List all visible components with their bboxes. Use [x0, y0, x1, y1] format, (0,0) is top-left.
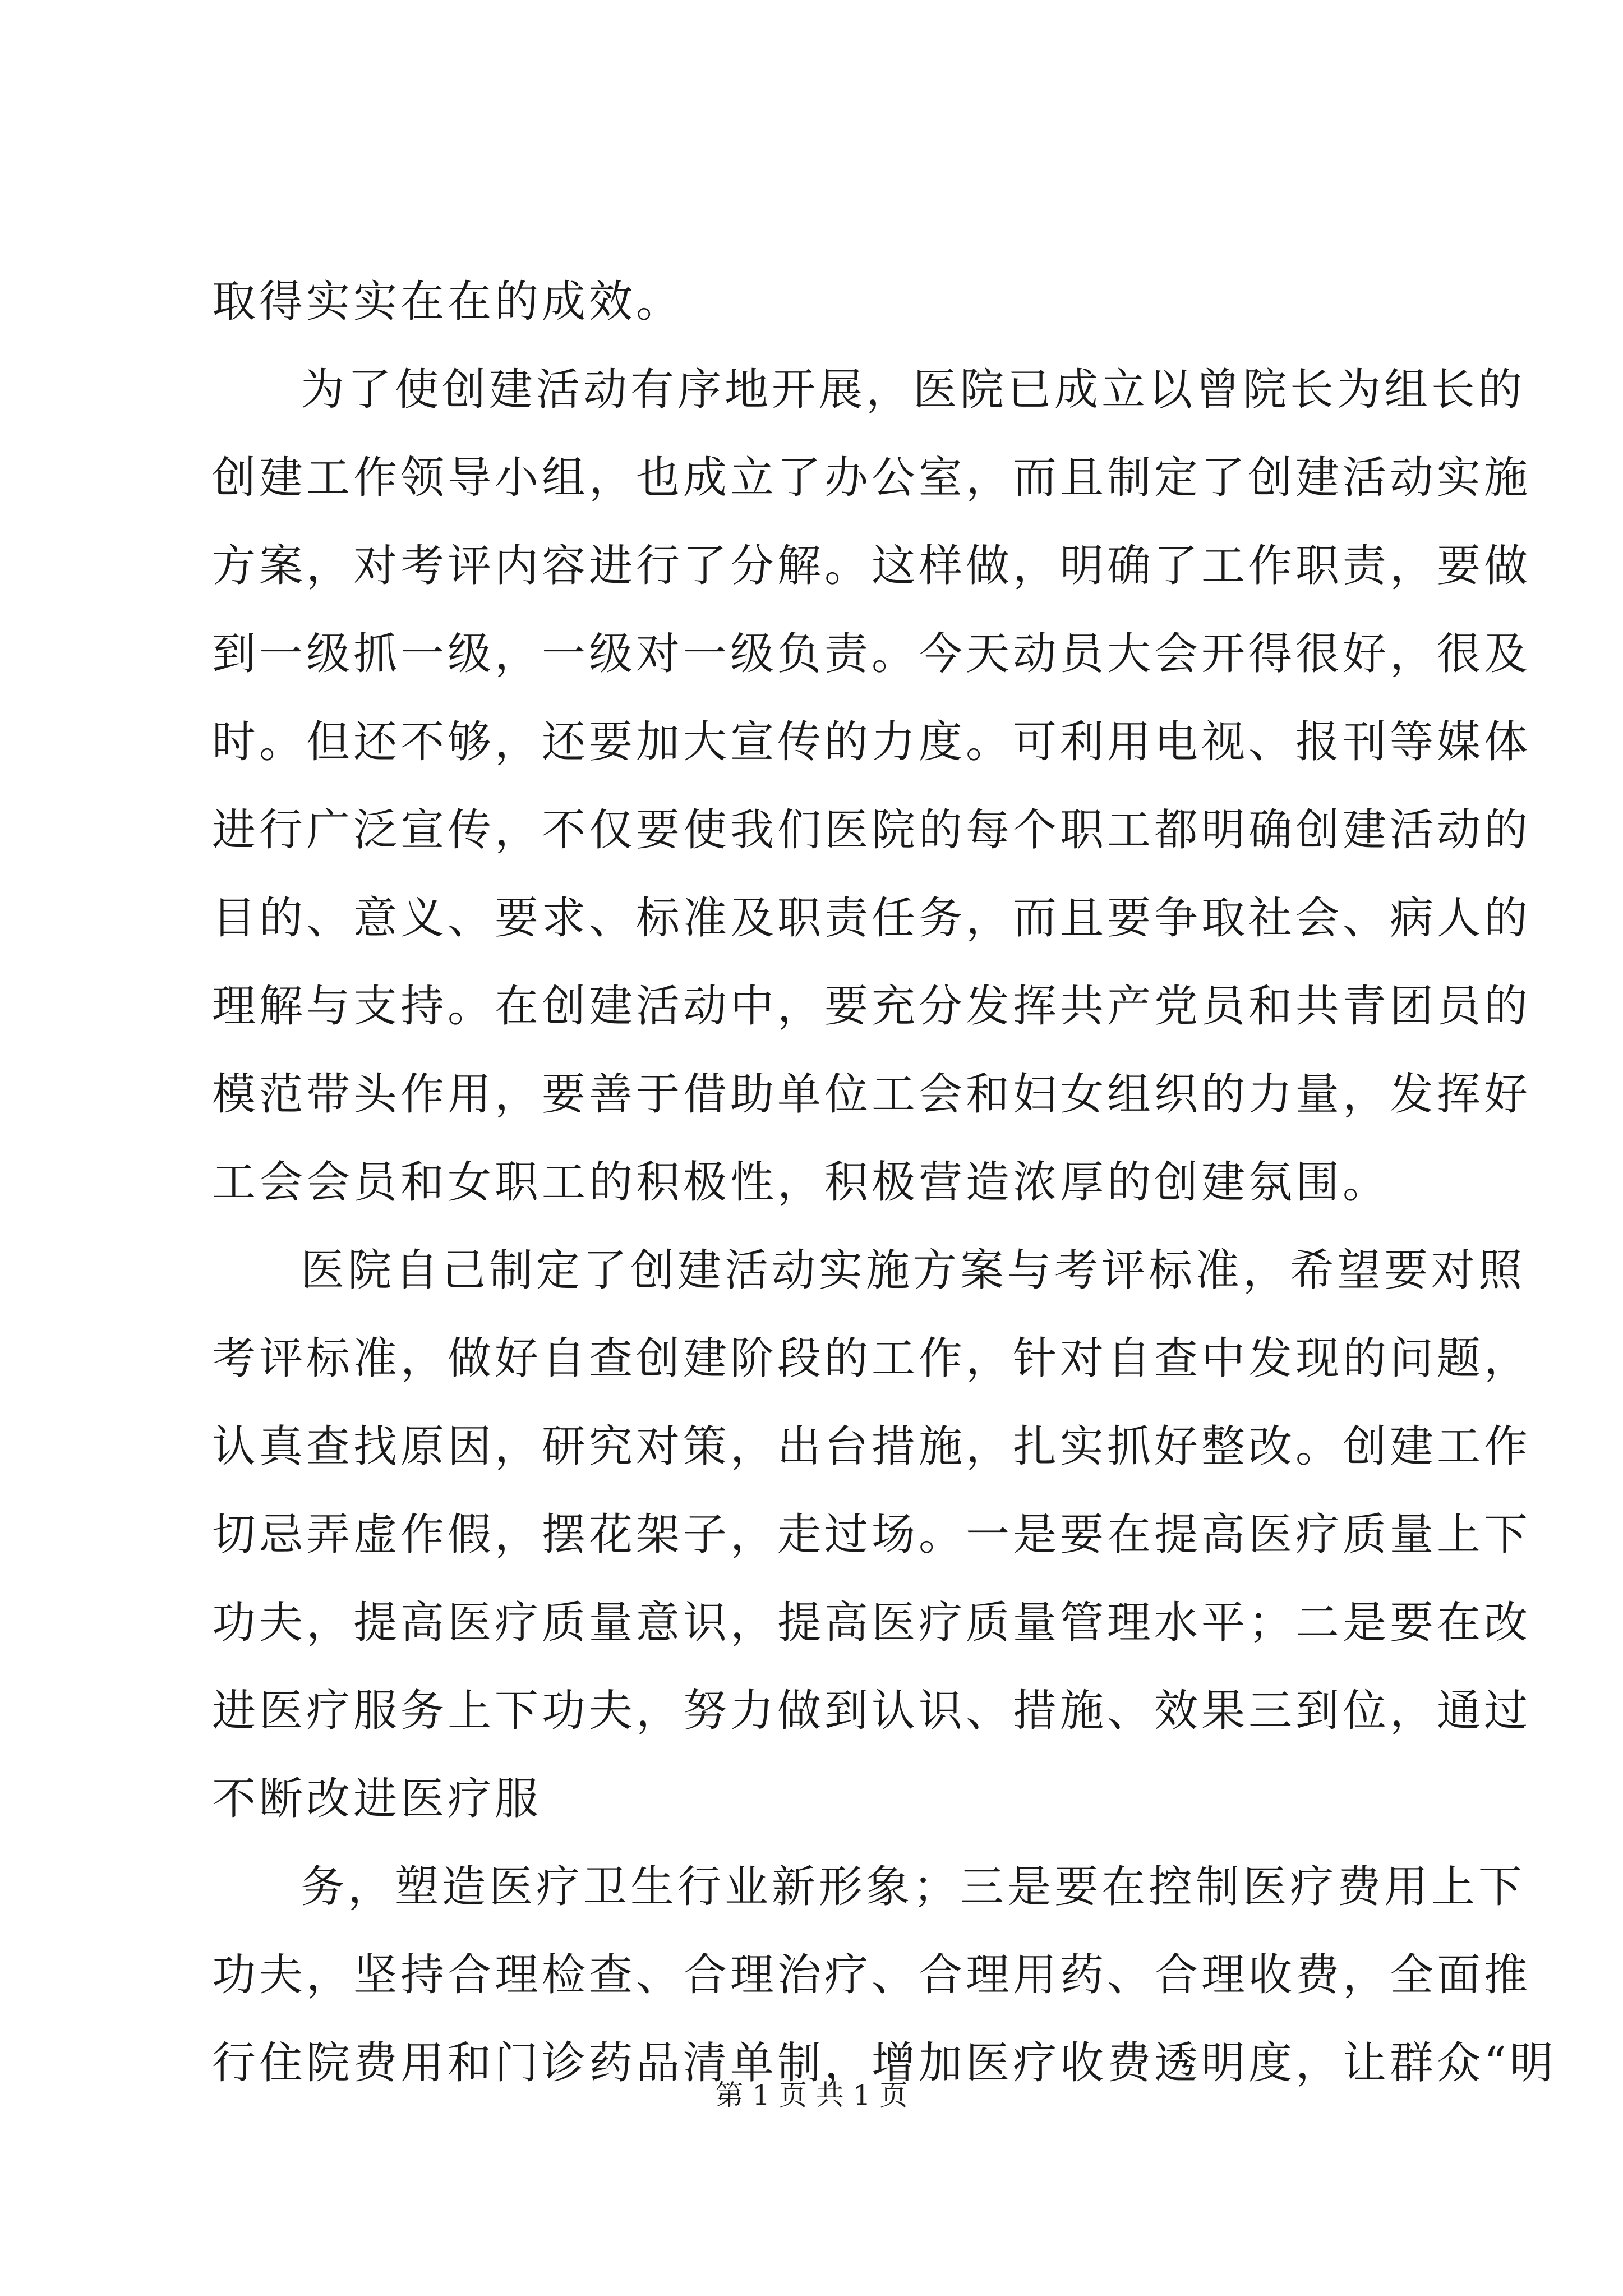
text-line: 创建工作领导小组，也成立了办公室，而且制定了创建活动实施 [212, 453, 1532, 503]
document-body [212, 258, 1557, 2108]
page-number-label: 第 1 页 共 1 页 [715, 2079, 908, 2111]
text-line: 理解与支持。在创建活动中，要充分发挥共产党员和共青团员的 [212, 981, 1532, 1032]
text-line: 功夫，坚持合理检查、合理治疗、合理用药、合理收费，全面推 [212, 1950, 1532, 2000]
text-line: 时。但还不够，还要加大宣传的力度。可利用电视、报刊等媒体 [212, 717, 1532, 767]
text-line: 进医疗服务上下功夫，努力做到认识、措施、效果三到位，通过 [212, 1686, 1532, 1736]
page-footer [0, 2076, 1623, 2115]
text-line: 进行广泛宣传，不仅要使我们医院的每个职工都明确创建活动的 [212, 805, 1532, 855]
paragraph-first-line: 务，塑造医疗卫生行业新形象；三是要在控制医疗费用上下 [301, 1862, 1526, 1912]
text-line: 到一级抓一级，一级对一级负责。今天动员大会开得很好，很及 [212, 629, 1532, 679]
text-line: 目的、意义、要求、标准及职责任务，而且要争取社会、病人的 [212, 893, 1532, 944]
text-line: 功夫，提高医疗质量意识，提高医疗质量管理水平；二是要在改 [212, 1598, 1532, 1648]
text-line: 工会会员和女职工的积极性，积极营造浓厚的创建氛围。 [212, 1157, 1390, 1208]
paragraph-first-line: 医院自己制定了创建活动实施方案与考评标准，希望要对照 [301, 1245, 1526, 1296]
text-line: 方案，对考评内容进行了分解。这样做，明确了工作职责，要做 [212, 541, 1532, 591]
text-line: 认真查找原因，研究对策，出台措施，扎实抓好整改。创建工作 [212, 1421, 1532, 1472]
text-line: 不断改进医疗服 [212, 1774, 542, 1824]
text-line: 切忌弄虚作假，摆花架子，走过场。一是要在提高医疗质量上下 [212, 1510, 1532, 1560]
text-line: 考评标准，做好自查创建阶段的工作，针对自查中发现的问题， [212, 1333, 1532, 1384]
paragraph-first-line: 为了使创建活动有序地开展，医院已成立以曾院长为组长的 [301, 365, 1526, 415]
text-line: 行住院费用和门诊药品清单制，增加医疗收费透明度，让群众“明 [212, 2038, 1557, 2088]
text-line: 模范带头作用，要善于借助单位工会和妇女组织的力量，发挥好 [212, 1069, 1532, 1120]
text-line: 取得实实在在的成效。 [212, 277, 684, 327]
